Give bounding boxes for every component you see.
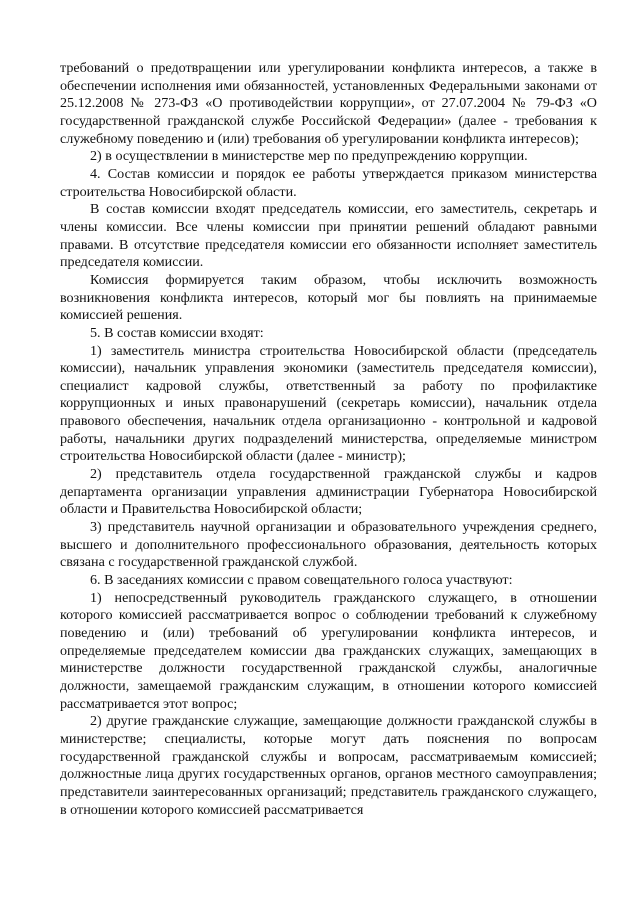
- paragraph-section-6-item-2: 2) другие гражданские служащие, замещающие должности гражданской службы в министерстве; специалисты, которые могут дать пояснения по вопросам государственной гражданской службы и вопросам, рассматриваемым комиссией; должностные лица других государственных органов, органов местного самоуправления; представители заинтересованных организаций; представитель гражданского служащего, в отношении которого комиссией рассматривается: [60, 713, 597, 818]
- paragraph-section-5-item-3: 3) представитель научной организации и образовательного учреждения среднего, высшего и дополнительного профессионального образования, деятельность которых связана с государственной гражданской службой.: [60, 519, 597, 571]
- paragraph-item-2-anticorruption: 2) в осуществлении в министерстве мер по предупреждению коррупции.: [90, 148, 528, 165]
- paragraph-section-5-item-1: 1) заместитель министра строительства Новосибирской области (председатель комиссии), начальник управления экономики (заместитель председателя комиссии), специалист кадровой службы, ответственный за работу по профилактике коррупционных и иных правонарушений (секретарь комиссии), начальник отдела правового обеспечения, начальник отдела организационно - контрольной и кадровой работы, начальники других подразделений министерства, определяемые министром строительства Новосибирской области (далее - министр);: [60, 342, 597, 465]
- paragraph-section-5: 5. В состав комиссии входят:: [90, 324, 264, 341]
- document-page: [60, 60, 597, 819]
- paragraph-commission-members: В состав комиссии входят председатель комиссии, его заместитель, секретарь и члены комиссии. Все члены комиссии при принятии решений обладают равными правами. В отсутствие председателя комиссии его обязанности исполняет заместитель председателя комиссии.: [60, 201, 597, 271]
- paragraph-section-6: 6. В заседаниях комиссии с правом совещательного голоса участвуют:: [90, 572, 513, 589]
- paragraph-continuation: требований о предотвращении или урегулировании конфликта интересов, а также в обеспечении исполнения ими обязанностей, установленных Федеральными законами от 25.12.2008 № 273-ФЗ «О противодействии коррупции», от 27.07.2004 № 79-ФЗ «О государственной гражданской службе Российской Федерации» (далее - требования к служебному поведению и (или) требования об урегулировании конфликта интересов);: [60, 60, 597, 147]
- paragraph-section-6-item-1: 1) непосредственный руководитель гражданского служащего, в отношении которого комиссией рассматривается вопрос о соблюдении требований к служебному поведению и (или) требований об урегулировании конфликта интересов, и определяемые председателем комиссии два гражданских служащих, замещающих в министерстве должности государственной гражданской службы, аналогичные должности, замещаемой гражданским служащим, в отношении которого комиссией рассматривается этот вопрос;: [60, 589, 597, 712]
- paragraph-commission-formation: Комиссия формируется таким образом, чтобы исключить возможность возникновения конфликта интересов, который мог бы повлиять на принимаемые комиссией решения.: [60, 271, 597, 324]
- paragraph-section-4: 4. Состав комиссии и порядок ее работы утверждается приказом министерства строительства Новосибирской области.: [60, 165, 597, 200]
- paragraph-section-5-item-2: 2) представитель отдела государственной гражданской службы и кадров департамента организации управления администрации Губернатора Новосибирской области и Правительства Новосибирской области;: [60, 466, 597, 518]
